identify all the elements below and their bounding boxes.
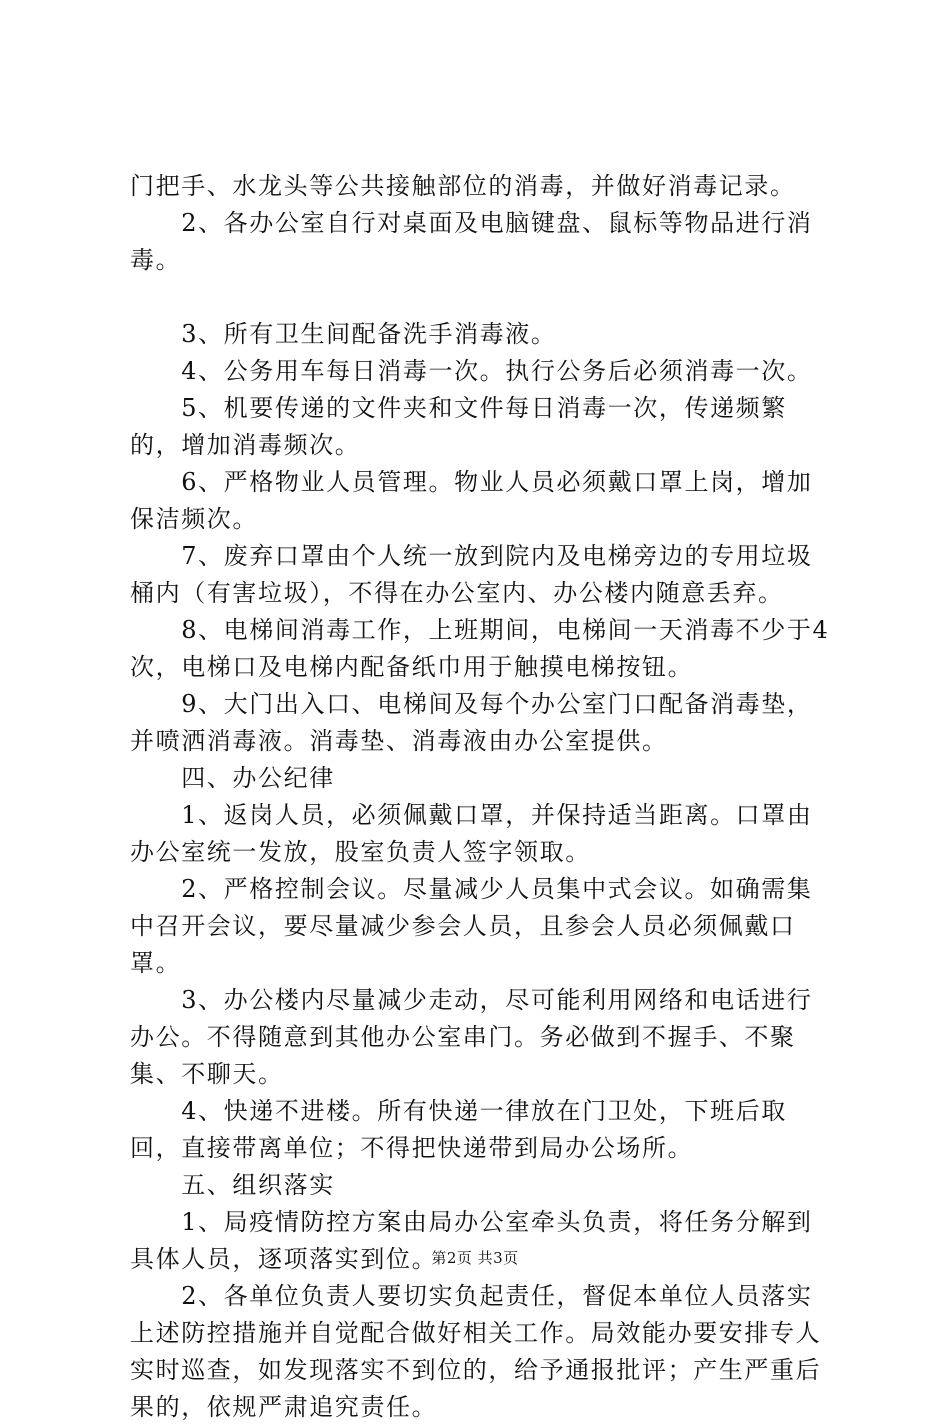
page-footer — [0, 1247, 950, 1268]
paragraph: 7、废弃口罩由个人统一放到院内及电梯旁边的专用垃圾桶内（有害垃圾），不得在办公室内、办公楼内随意丢弃。 — [130, 542, 813, 607]
paragraph: 6、严格物业人员管理。物业人员必须戴口罩上岗，增加保洁频次。 — [130, 468, 813, 533]
paragraph: 1、返岗人员，必须佩戴口罩，并保持适当距离。口罩由办公室统一发放，股室负责人签字领取。 — [130, 801, 813, 866]
paragraph: 门把手、水龙头等公共接触部位的消毒，并做好消毒记录。 — [130, 172, 796, 200]
paragraph: 4、快递不进楼。所有快递一律放在门卫处，下班后取回，直接带离单位；不得把快递带到局办公场所。 — [130, 1097, 787, 1162]
paragraph: 8、电梯间消毒工作，上班期间，电梯间一天消毒不少于4次，电梯口及电梯内配备纸巾用于触摸电梯按钮。 — [130, 616, 830, 681]
paragraph: 2、各办公室自行对桌面及电脑键盘、鼠标等物品进行消毒。 — [130, 209, 813, 274]
paragraph-gap — [130, 279, 830, 316]
paragraph: 1、局疫情防控方案由局办公室牵头负责，将任务分解到具体人员，逐项落实到位。 — [130, 1208, 813, 1273]
page-number-label: 第2页 共3页 — [431, 1249, 519, 1267]
paragraph: 3、所有卫生间配备洗手消毒液。 — [130, 320, 557, 348]
paragraph: 2、各单位负责人要切实负起责任，督促本单位人员落实上述防控措施并自觉配合做好相关工作。局效能办要安排专人实时巡查，如发现落实不到位的，给予通报批评；产生严重后果的，依规严肃追究责任。 — [130, 1282, 822, 1421]
paragraph: 2、严格控制会议。尽量减少人员集中式会议。如确需集中召开会议，要尽量减少参会人员，且参会人员必须佩戴口罩。 — [130, 875, 813, 977]
paragraph: 3、办公楼内尽量减少走动，尽可能利用网络和电话进行办公。不得随意到其他办公室串门。务必做到不握手、不聚集、不聊天。 — [130, 986, 813, 1088]
paragraph: 5、机要传递的文件夹和文件每日消毒一次，传递频繁的，增加消毒频次。 — [130, 394, 787, 459]
document-body — [130, 168, 830, 1426]
paragraph: 9、大门出入口、电梯间及每个办公室门口配备消毒垫，并喷洒消毒液。消毒垫、消毒液由办公室提供。 — [130, 690, 813, 755]
paragraph: 4、公务用车每日消毒一次。执行公务后必须消毒一次。 — [130, 357, 813, 385]
section-heading: 四、办公纪律 — [130, 764, 335, 792]
section-heading: 五、组织落实 — [130, 1171, 335, 1199]
